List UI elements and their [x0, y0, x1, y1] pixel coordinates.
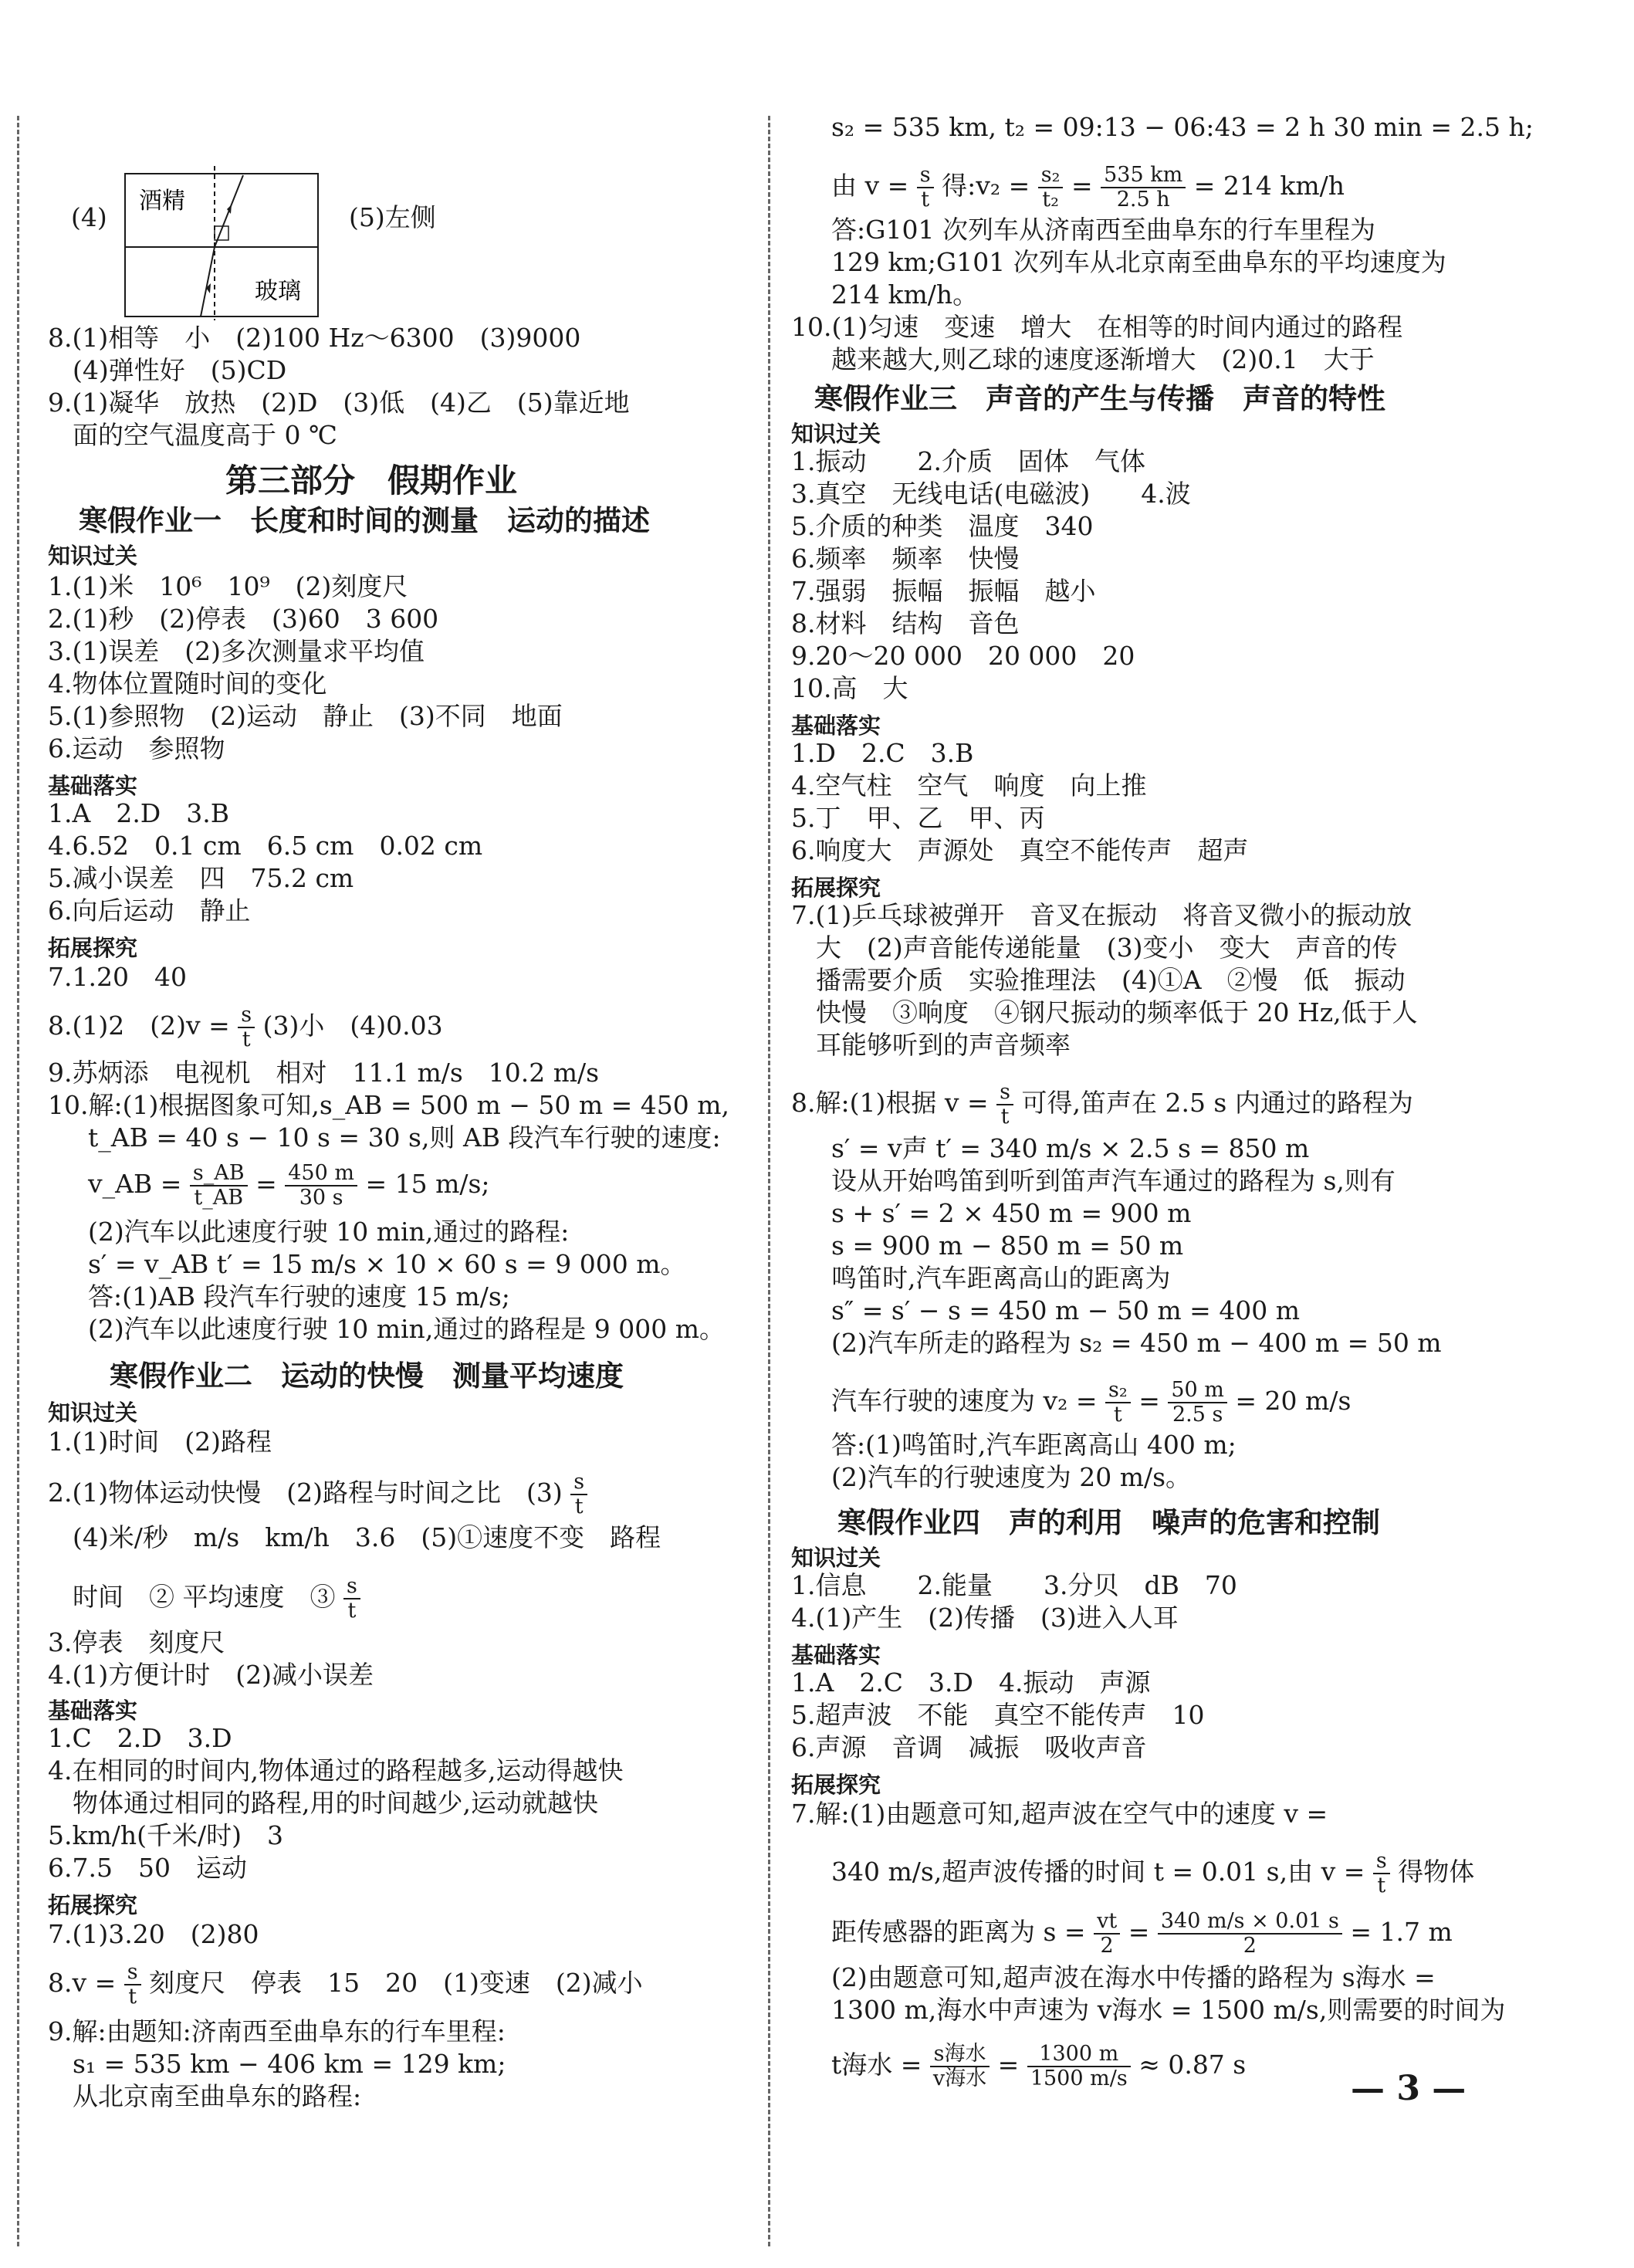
answer-line: 10.解:(1)根据图象可知,s_AB = 500 m − 50 m = 450 m, — [48, 1090, 730, 1120]
section-title-hw4: 寒假作业四 声的利用 噪声的危害和控制 — [837, 1506, 1380, 1539]
answer-line: 1.A 2.D 3.B — [48, 798, 229, 828]
answer-line: 2.(1)秒 (2)停表 (3)60 3 600 — [48, 604, 439, 634]
subsection-heading: 基础落实 — [48, 1698, 138, 1724]
fraction — [570, 1471, 587, 1518]
answer-line: 鸣笛时,汽车距离高山的距离为 — [831, 1263, 1171, 1293]
answer-line: 越来越大,则乙球的速度逐渐增大 (2)0.1 大于 — [831, 344, 1375, 374]
denominator: v海水 — [932, 2067, 987, 2090]
answer-line: 物体通过相同的路程,用的时间越少,运动就越快 — [73, 1788, 598, 1818]
left-margin-dashed-line — [17, 116, 19, 2246]
numerator: 535 km — [1101, 164, 1186, 188]
answer-line: (2)汽车所走的路程为 s₂ = 450 m − 400 m = 50 m — [831, 1328, 1442, 1358]
fraction — [917, 164, 934, 212]
answer-line: 4.物体位置随时间的变化 — [48, 669, 327, 699]
answer-line: 9.(1)凝华 放热 (2)D (3)低 (4)乙 (5)靠近地 — [48, 388, 630, 418]
answer-line: 3.停表 刻度尺 — [48, 1627, 225, 1657]
answer-line: 5.介质的种类 温度 340 — [791, 511, 1094, 541]
answer-line-formula — [791, 1910, 1453, 1958]
text: 可得,笛声在 2.5 s 内通过的路程为 — [1021, 1088, 1413, 1118]
text: = 1.7 m — [1350, 1917, 1453, 1947]
answer-line: 7.解:(1)由题意可知,超声波在空气中的速度 v = — [791, 1799, 1328, 1829]
numerator: s海水 — [930, 2043, 990, 2067]
fraction — [1101, 164, 1186, 212]
answer-line: 10.高 大 — [791, 673, 908, 703]
text: = — [1071, 171, 1093, 201]
subsection-heading: 拓展探究 — [48, 1892, 138, 1918]
answer-line: 6.声源 音调 减振 吸收声音 — [791, 1732, 1147, 1762]
answer-line: 答:(1)AB 段汽车行驶的速度 15 m/s; — [88, 1281, 510, 1312]
fraction — [190, 1162, 248, 1210]
fraction — [930, 2043, 990, 2090]
numerator: 50 m — [1168, 1379, 1227, 1403]
answer-line: 1.(1)时间 (2)路程 — [48, 1427, 272, 1457]
answer-line: 7.(1)乒乓球被弹开 音叉在振动 将音叉微小的振动放 — [791, 900, 1412, 930]
answer-line: 7.强弱 振幅 振幅 越小 — [791, 576, 1096, 606]
diagram-side-answer: (5)左侧 — [349, 202, 436, 232]
denominator: t — [347, 1599, 357, 1623]
page-number: — 3 — — [1351, 2069, 1467, 2108]
subsection-heading: 知识过关 — [48, 1400, 138, 1426]
subsection-heading: 基础落实 — [791, 713, 881, 739]
text: = — [997, 2050, 1020, 2080]
numerator: s — [124, 1961, 141, 1985]
answer-line: 7.(1)3.20 (2)80 — [48, 1919, 259, 1949]
denominator: 1500 m/s — [1030, 2067, 1128, 2090]
answer-line: 3.(1)误差 (2)多次测量求平均值 — [48, 636, 425, 666]
text: = — [1128, 1917, 1150, 1947]
answer-line: (2)由题意可知,超声波在海水中传播的路程为 s海水 = — [831, 1962, 1436, 1992]
answer-line: s₂ = 535 km, t₂ = 09:13 − 06:43 = 2 h 30 min = 2.5 h; — [831, 112, 1534, 142]
denominator: t₂ — [1042, 188, 1059, 212]
text: 8.v = — [48, 1968, 117, 1998]
denominator: 30 s — [299, 1186, 343, 1210]
answer-line: 8.(1)相等 小 (2)100 Hz～6300 (3)9000 — [48, 323, 581, 353]
answer-line: 播需要介质 实验推理法 (4)①A ②慢 低 振动 — [816, 965, 1406, 995]
section-title-hw2: 寒假作业二 运动的快慢 测量平均速度 — [110, 1359, 624, 1393]
answer-line: 10.(1)匀速 变速 增大 在相等的时间内通过的路程 — [791, 312, 1403, 342]
numerator: s₂ — [1105, 1379, 1131, 1403]
text: 2.(1)物体运动快慢 (2)路程与时间之比 (3) — [48, 1478, 563, 1508]
text: 刻度尺 停表 15 20 (1)变速 (2)减小 — [149, 1968, 643, 1998]
text: 8.解:(1)根据 v = — [791, 1088, 989, 1118]
fraction — [1094, 1910, 1120, 1958]
answer-line: (4)弹性好 (5)CD — [73, 355, 287, 385]
answer-line: 1.D 2.C 3.B — [791, 738, 974, 768]
subsection-heading: 知识过关 — [791, 1545, 881, 1571]
text: ≈ 0.87 s — [1138, 2050, 1247, 2080]
denominator: t — [574, 1495, 584, 1518]
answer-line-formula — [791, 1081, 1413, 1129]
answer-line: 答:G101 次列车从济南西至曲阜东的行车里程为 — [831, 215, 1375, 245]
answer-line: 9.苏炳添 电视机 相对 11.1 m/s 10.2 m/s — [48, 1058, 600, 1088]
numerator: s_AB — [190, 1162, 248, 1186]
answer-line: 1.(1)米 10⁶ 10⁹ (2)刻度尺 — [48, 571, 408, 601]
denominator: t — [1113, 1403, 1122, 1427]
answer-line: 5.减小误差 四 75.2 cm — [48, 863, 354, 893]
answer-line: 5.(1)参照物 (2)运动 静止 (3)不同 地面 — [48, 701, 563, 731]
text: 时间 ② 平均速度 ③ — [73, 1582, 336, 1612]
numerator: s₂ — [1038, 164, 1064, 188]
answer-line: 9.20～20 000 20 000 20 — [791, 641, 1135, 671]
answer-line: 1.振动 2.介质 固体 气体 — [791, 446, 1145, 476]
answer-line: (2)汽车以此速度行驶 10 min,通过的路程: — [88, 1217, 570, 1247]
answer-line: 6.频率 频率 快慢 — [791, 543, 1020, 574]
numerator: s — [238, 1004, 255, 1028]
fraction — [1168, 1379, 1227, 1427]
refraction-diagram — [123, 166, 324, 320]
answer-line: 9.解:由题知:济南西至曲阜东的行车里程: — [48, 2016, 506, 2046]
section-title-hw1: 寒假作业一 长度和时间的测量 运动的描述 — [79, 504, 650, 537]
answer-line: 4.(1)产生 (2)传播 (3)进入人耳 — [791, 1603, 1179, 1633]
text: = 15 m/s; — [365, 1169, 490, 1199]
answer-line: s′ = v_AB t′ = 15 m/s × 10 × 60 s = 9 000 m。 — [88, 1249, 686, 1279]
answer-line: 4.在相同的时间内,物体通过的路程越多,运动得越快 — [48, 1755, 624, 1786]
answer-line-formula — [48, 1575, 360, 1623]
text: (3)小 (4)0.03 — [262, 1010, 443, 1041]
denominator: t — [242, 1027, 251, 1051]
answer-line: (4)米/秒 m/s km/h 3.6 (5)①速度不变 路程 — [73, 1522, 661, 1552]
answer-line: 5.km/h(千米/时) 3 — [48, 1820, 284, 1850]
text: v_AB = — [88, 1169, 182, 1199]
answer-line-formula — [48, 1961, 643, 2009]
subsection-heading: 拓展探究 — [791, 1772, 881, 1798]
fraction — [285, 1162, 357, 1210]
answer-line: 1.C 2.D 3.D — [48, 1723, 232, 1753]
answer-line: 6.响度大 声源处 真空不能传声 超声 — [791, 835, 1249, 865]
text: 得物体 — [1398, 1857, 1475, 1887]
denominator: 2.5 s — [1172, 1403, 1223, 1427]
answer-line: 6.运动 参照物 — [48, 733, 225, 763]
answer-line: 4.空气柱 空气 响度 向上推 — [791, 770, 1147, 801]
numerator: s — [343, 1575, 360, 1599]
denominator: t — [921, 188, 930, 212]
text: 距传感器的距离为 s = — [831, 1917, 1086, 1947]
numerator: s — [570, 1471, 587, 1495]
answer-line-formula — [791, 164, 1345, 212]
answer-line: 3.真空 无线电话(电磁波) 4.波 — [791, 479, 1191, 509]
fraction — [1158, 1910, 1342, 1958]
fraction — [996, 1081, 1013, 1129]
numerator: s — [917, 164, 934, 188]
answer-line: 答:(1)鸣笛时,汽车距离高山 400 m; — [831, 1430, 1236, 1460]
section-title-hw3: 寒假作业三 声音的产生与传播 声音的特性 — [814, 382, 1385, 415]
answer-line: 4.(1)方便计时 (2)减小误差 — [48, 1660, 374, 1690]
answer-line: (2)汽车的行驶速度为 20 m/s。 — [831, 1462, 1192, 1492]
denominator: 2 — [1100, 1934, 1114, 1958]
denominator: t — [128, 1985, 137, 2009]
numerator: vt — [1094, 1910, 1120, 1935]
answer-line: 从北京南至曲阜东的路程: — [73, 2081, 362, 2111]
fraction — [1373, 1850, 1390, 1897]
answer-line: s + s′ = 2 × 450 m = 900 m — [831, 1198, 1192, 1228]
center-dashed-divider — [768, 116, 770, 2246]
answer-line: s₁ = 535 km − 406 km = 129 km; — [73, 2049, 506, 2079]
numerator: s — [1373, 1850, 1390, 1874]
answer-line: 设从开始鸣笛到听到笛声汽车通过的路程为 s,则有 — [831, 1166, 1395, 1196]
answer-line: 7.1.20 40 — [48, 962, 187, 992]
text: 340 m/s,超声波传播的时间 t = 0.01 s,由 v = — [831, 1857, 1365, 1887]
answer-line-formula — [48, 1471, 587, 1518]
denominator: 2.5 h — [1116, 188, 1170, 212]
text: 得:v₂ = — [942, 171, 1030, 201]
answer-line-formula — [48, 1162, 490, 1210]
numerator: 340 m/s × 0.01 s — [1158, 1910, 1342, 1935]
answer-line: 1.信息 2.能量 3.分贝 dB 70 — [791, 1570, 1237, 1600]
denominator: t — [1377, 1874, 1386, 1897]
answer-line: 1300 m,海水中声速为 v海水 = 1500 m/s,则需要的时间为 — [831, 1995, 1506, 2025]
denominator: 2 — [1243, 1934, 1257, 1958]
text: 汽车行驶的速度为 v₂ = — [831, 1386, 1098, 1416]
fraction — [1038, 164, 1064, 212]
answer-line: 129 km;G101 次列车从北京南至曲阜东的平均速度为 — [831, 247, 1446, 277]
subsection-heading: 拓展探究 — [791, 875, 881, 901]
denominator: t — [1000, 1105, 1010, 1129]
text: = — [1138, 1386, 1160, 1416]
answer-line: 5.丁 甲、乙 甲、丙 — [791, 803, 1045, 833]
fraction — [1027, 2043, 1131, 2090]
answer-line: s″ = s′ − s = 450 m − 50 m = 400 m — [831, 1295, 1301, 1325]
answer-line-formula — [48, 1004, 443, 1051]
answer-line: t_AB = 40 s − 10 s = 30 s,则 AB 段汽车行驶的速度: — [88, 1122, 721, 1153]
answer-line: 1.A 2.C 3.D 4.振动 声源 — [791, 1667, 1151, 1698]
subsection-heading: 基础落实 — [48, 773, 138, 799]
answer-line: 耳能够听到的声音频率 — [816, 1030, 1071, 1060]
answer-line: 面的空气温度高于 0 ℃ — [73, 420, 337, 450]
fraction — [1105, 1379, 1131, 1427]
answer-line: 大 (2)声音能传递能量 (3)变小 变大 声音的传 — [816, 933, 1398, 963]
fraction — [124, 1961, 141, 2009]
text: t海水 = — [831, 2050, 922, 2080]
answer-line-formula — [791, 1850, 1474, 1897]
text: 由 v = — [831, 171, 909, 201]
answer-line: 6.向后运动 静止 — [48, 895, 251, 926]
numerator: 450 m — [285, 1162, 357, 1186]
fraction — [343, 1575, 360, 1623]
answer-line: 8.材料 结构 音色 — [791, 608, 1020, 638]
answer-line: 6.7.5 50 运动 — [48, 1853, 247, 1883]
text: = 214 km/h — [1193, 171, 1345, 201]
text: = — [255, 1169, 277, 1199]
answer-line-formula — [791, 2043, 1246, 2090]
numerator: 1300 m — [1027, 2043, 1131, 2067]
diagram-label-alcohol: 酒精 — [139, 188, 185, 215]
answer-line-formula — [791, 1379, 1351, 1427]
diagram-item-label: (4) — [71, 202, 107, 232]
text: = 20 m/s — [1235, 1386, 1352, 1416]
numerator: s — [996, 1081, 1013, 1105]
answer-line: (2)汽车以此速度行驶 10 min,通过的路程是 9 000 m。 — [88, 1314, 726, 1344]
answer-line: 5.超声波 不能 真空不能传声 10 — [791, 1700, 1205, 1730]
part-title: 第三部分 假期作业 — [225, 462, 518, 499]
text: 8.(1)2 (2)v = — [48, 1010, 230, 1041]
fraction — [238, 1004, 255, 1051]
answer-line: s′ = v声 t′ = 340 m/s × 2.5 s = 850 m — [831, 1133, 1310, 1163]
answer-line: 4.6.52 0.1 cm 6.5 cm 0.02 cm — [48, 831, 483, 861]
subsection-heading: 拓展探究 — [48, 935, 138, 961]
answer-line: 快慢 ③响度 ④钢尺振动的频率低于 20 Hz,低于人 — [816, 997, 1418, 1027]
subsection-heading: 知识过关 — [791, 421, 881, 447]
answer-line: s = 900 m − 850 m = 50 m — [831, 1230, 1184, 1261]
subsection-heading: 知识过关 — [48, 543, 138, 569]
diagram-label-glass: 玻璃 — [255, 278, 301, 305]
denominator: t_AB — [194, 1186, 244, 1210]
subsection-heading: 基础落实 — [791, 1642, 881, 1668]
answer-line: 214 km/h。 — [831, 279, 979, 310]
